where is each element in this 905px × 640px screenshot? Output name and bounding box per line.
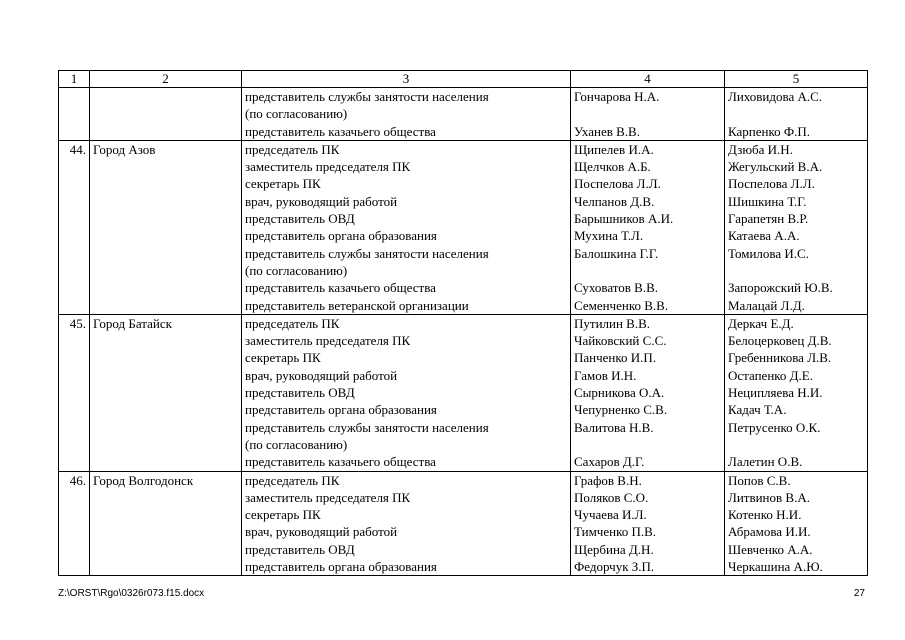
position: врач, руководящий работой — [245, 367, 398, 383]
position: представитель казачьего общества — [245, 280, 436, 296]
member-name: Панченко И.П. — [574, 350, 657, 366]
row-number: 46. — [59, 471, 90, 576]
member-name: Сырникова О.А. — [574, 385, 665, 401]
member-name: Щелчков А.Б. — [574, 159, 651, 175]
member-name: Щербина Д.Н. — [574, 541, 654, 557]
position: секретарь ПК — [245, 350, 321, 366]
member-name: Тимченко П.В. — [574, 524, 657, 540]
reserve-member-name: Жегульский В.А. — [728, 159, 823, 175]
reserve-member-name-cell — [725, 471, 868, 576]
table-row — [59, 88, 868, 141]
member-name — [574, 436, 721, 453]
table-body — [59, 88, 868, 576]
position: заместитель председателя ПК — [245, 489, 411, 505]
reserve-member-name: Петрусенко О.К. — [728, 419, 821, 435]
reserve-member-name: Запорожский Ю.В. — [728, 280, 833, 296]
header-cell-4: 4 — [571, 71, 725, 88]
reserve-member-name: Литвинов В.А. — [728, 489, 810, 505]
member-name: Поляков С.О. — [574, 489, 649, 505]
position: врач, руководящий работой — [245, 524, 398, 540]
reserve-member-name-cell — [725, 140, 868, 314]
position: секретарь ПК — [245, 507, 321, 523]
reserve-member-name — [728, 436, 864, 453]
member-name: Балошкина Г.Г. — [574, 245, 659, 261]
reserve-member-name: Котенко Н.И. — [728, 507, 802, 523]
row-number: 44. — [59, 140, 90, 314]
position: врач, руководящий работой — [245, 193, 398, 209]
reserve-member-name: Поспелова Л.Л. — [728, 176, 815, 192]
commission-table — [58, 70, 868, 576]
member-name: Федорчук З.П. — [574, 559, 655, 575]
member-name: Гамов И.Н. — [574, 367, 637, 383]
municipality-name: Город Батайск — [90, 314, 242, 471]
reserve-member-name — [728, 262, 864, 279]
document-path: Z:\ORST\Rgo\0326r073.f15.docx — [58, 588, 205, 599]
position: представитель казачьего общества — [245, 454, 436, 470]
position: представитель ОВД — [245, 211, 355, 227]
member-name: Гончарова Н.А. — [574, 89, 660, 104]
position: представитель службы занятости населения — [245, 245, 489, 261]
municipality-name: Город Азов — [90, 140, 242, 314]
header-cell-2: 2 — [90, 71, 242, 88]
table-row — [59, 471, 868, 576]
reserve-member-name-cell — [725, 314, 868, 471]
member-name: Семенченко В.В. — [574, 297, 669, 313]
reserve-member-name: Белоцерковец Д.В. — [728, 333, 832, 349]
position: (по согласованию) — [245, 262, 348, 278]
member-name: Уханев В.В. — [574, 123, 640, 139]
member-name: Чайковский С.С. — [574, 333, 667, 349]
reserve-member-name — [728, 105, 864, 122]
reserve-member-name: Кадач Т.А. — [728, 402, 787, 418]
position: представитель ОВД — [245, 541, 355, 557]
position-cell — [242, 471, 571, 576]
member-name — [574, 262, 721, 279]
position: представитель ОВД — [245, 385, 355, 401]
reserve-member-name: Деркач Е.Д. — [728, 315, 794, 331]
municipality-name: Город Волгодонск — [90, 471, 242, 576]
member-name: Щипелев И.А. — [574, 141, 654, 157]
position: председатель ПК — [245, 472, 340, 488]
municipality-name — [90, 88, 242, 141]
position: представитель ветеранской организации — [245, 297, 469, 313]
position: (по согласованию) — [245, 106, 348, 122]
position: заместитель председателя ПК — [245, 159, 411, 175]
position: (по согласованию) — [245, 436, 348, 452]
position-cell — [242, 88, 571, 141]
reserve-member-name: Катаева А.А. — [728, 228, 800, 244]
member-name: Челпанов Д.В. — [574, 193, 655, 209]
member-name: Поспелова Л.Л. — [574, 176, 661, 192]
reserve-member-name: Абрамова И.И. — [728, 524, 811, 540]
reserve-member-name: Лалетин О.В. — [728, 454, 803, 470]
position: заместитель председателя ПК — [245, 333, 411, 349]
reserve-member-name: Малацай Л.Д. — [728, 297, 805, 313]
member-name — [574, 105, 721, 122]
reserve-member-name: Гарапетян В.Р. — [728, 211, 809, 227]
row-number: 45. — [59, 314, 90, 471]
reserve-member-name-cell — [725, 88, 868, 141]
position: секретарь ПК — [245, 176, 321, 192]
position-cell — [242, 314, 571, 471]
position: председатель ПК — [245, 141, 340, 157]
member-name: Мухина Т.Л. — [574, 228, 644, 244]
member-name-cell — [571, 88, 725, 141]
header-row — [59, 71, 868, 88]
header-cell-1: 1 — [59, 71, 90, 88]
header-cell-5: 5 — [725, 71, 868, 88]
table-row — [59, 314, 868, 471]
member-name: Графов В.Н. — [574, 472, 642, 488]
position: представитель службы занятости населения — [245, 89, 489, 104]
position-cell — [242, 140, 571, 314]
reserve-member-name: Дзюба И.Н. — [728, 141, 793, 157]
row-number — [59, 88, 90, 141]
position: представитель службы занятости населения — [245, 419, 489, 435]
member-name: Барышников А.И. — [574, 211, 674, 227]
member-name-cell — [571, 314, 725, 471]
member-name-cell — [571, 140, 725, 314]
position: представитель органа образования — [245, 228, 437, 244]
position: представитель органа образования — [245, 402, 437, 418]
page-number: 27 — [853, 588, 865, 599]
member-name: Чепурненко С.В. — [574, 402, 668, 418]
reserve-member-name: Гребенникова Л.В. — [728, 350, 832, 366]
reserve-member-name: Лиховидова А.С. — [728, 89, 823, 104]
reserve-member-name: Остапенко Д.Е. — [728, 367, 813, 383]
table-row — [59, 140, 868, 314]
position: представитель органа образования — [245, 559, 437, 575]
member-name: Суховатов В.В. — [574, 280, 658, 296]
reserve-member-name: Шевченко А.А. — [728, 541, 813, 557]
reserve-member-name: Неципляева Н.И. — [728, 385, 823, 401]
reserve-member-name: Карпенко Ф.П. — [728, 123, 811, 139]
member-name-cell — [571, 471, 725, 576]
reserve-member-name: Шишкина Т.Г. — [728, 193, 807, 209]
reserve-member-name: Попов С.В. — [728, 472, 791, 488]
reserve-member-name: Черкашина А.Ю. — [728, 559, 823, 575]
member-name: Путилин В.В. — [574, 315, 651, 331]
member-name: Чучаева И.Л. — [574, 507, 647, 523]
header-cell-3: 3 — [242, 71, 571, 88]
position: представитель казачьего общества — [245, 123, 436, 139]
member-name: Сахаров Д.Г. — [574, 454, 645, 470]
position: председатель ПК — [245, 315, 340, 331]
reserve-member-name: Томилова И.С. — [728, 245, 809, 261]
member-name: Валитова Н.В. — [574, 419, 654, 435]
